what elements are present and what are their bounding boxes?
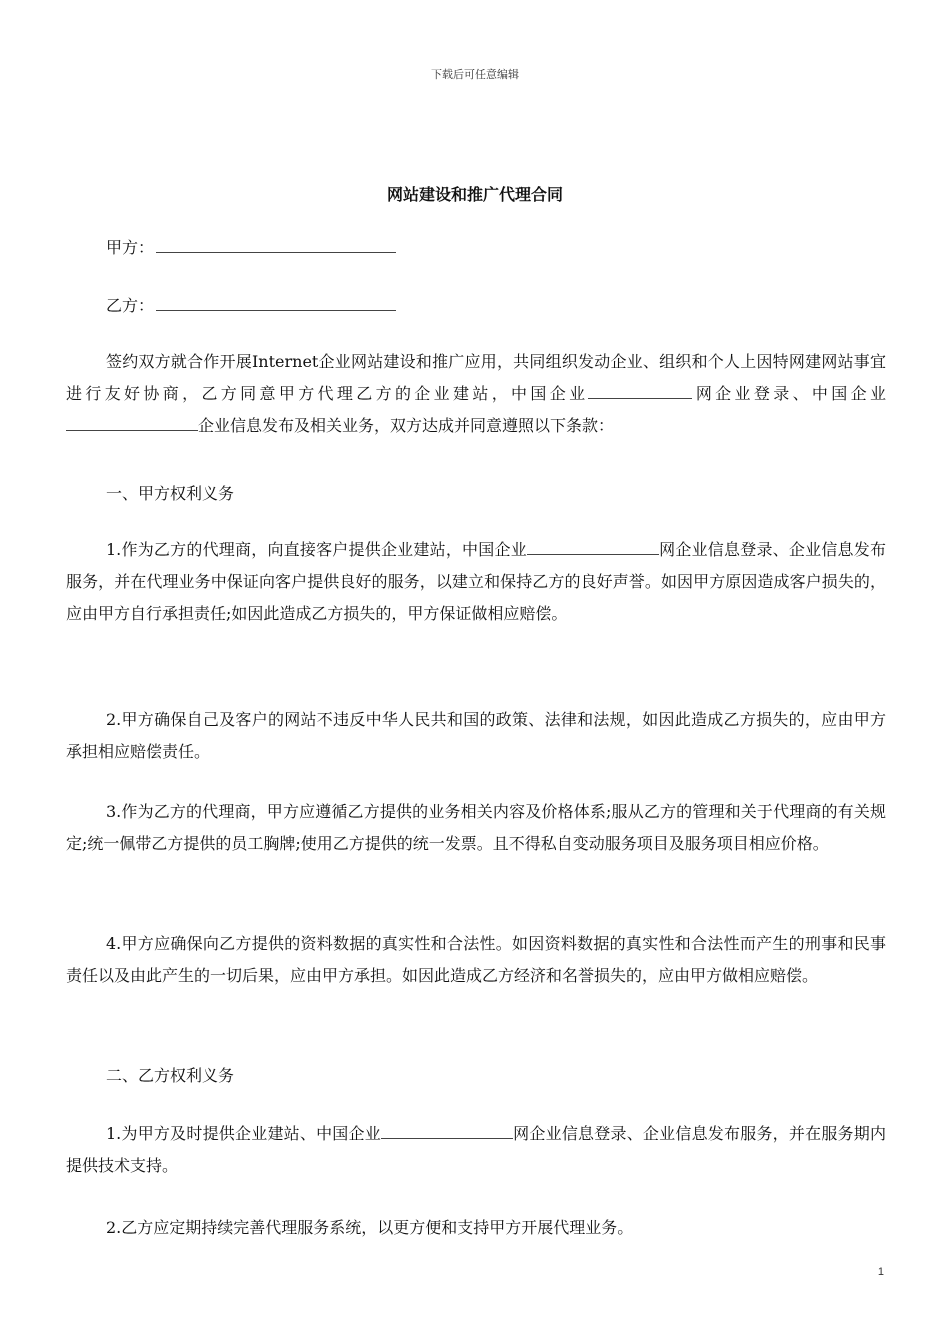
- section1-item1-blank: [527, 540, 659, 555]
- section1-item4: 4.甲方应确保向乙方提供的资料数据的真实性和合法性。如因资料数据的真实性和合法性而产生的刑事和民事责任以及由此产生的一切后果，应由甲方承担。如因此造成乙方经济和名誉损失的，应由甲方做相应赔偿。: [66, 934, 886, 985]
- document-title: 网站建设和推广代理合同: [386, 185, 563, 204]
- section1-item1-text-1: 1.作为乙方的代理商，向直接客户提供企业建站，中国企业: [106, 540, 527, 559]
- intro-text-1: 签约双方就合作开展Internet企业网站建设和推广应用，共同组织发动企业、组织和个人上因特网建网站事宜进行友好协商，乙方同意甲方代理乙方的企业建站，中国企业: [66, 352, 886, 403]
- section2-heading: 二、乙方权利义务: [106, 1066, 235, 1085]
- section2-item1-blank: [381, 1124, 513, 1139]
- party-a-blank: [156, 238, 396, 253]
- section1-item2: 2.甲方确保自己及客户的网站不违反中华人民共和国的政策、法律和法规，如因此造成乙方损失的，应由甲方承担相应赔偿责任。: [66, 710, 886, 761]
- party-b-blank: [156, 296, 396, 311]
- intro-paragraph: [66, 346, 886, 442]
- party-a-row: [106, 238, 396, 258]
- section1-heading: 一、甲方权利义务: [106, 484, 235, 503]
- party-b-row: [106, 296, 396, 316]
- page-number: 1: [877, 1266, 884, 1278]
- party-a-label: 甲方：: [106, 238, 155, 257]
- header-note: 下载后可任意编辑: [431, 68, 519, 81]
- party-b-label: 乙方：: [106, 296, 155, 315]
- section2-item2: 2.乙方应定期持续完善代理服务系统，以更方便和支持甲方开展代理业务。: [106, 1218, 634, 1237]
- section2-item1-text-2: 网企业信息登录、企业信息发布服务，并在服务期内提供技术支持。: [66, 1124, 886, 1175]
- intro-text-3: 企业信息发布及相关业务，双方达成并同意遵照以下条款：: [198, 416, 615, 435]
- intro-text-2: 网企业登录、中国企业: [692, 384, 886, 403]
- section1-item3: 3.作为乙方的代理商，甲方应遵循乙方提供的业务相关内容及价格体系;服从乙方的管理和关于代理商的有关规定;统一佩带乙方提供的员工胸牌;使用乙方提供的统一发票。且不得私自变动服务项目及服务项目相应价格。: [66, 802, 886, 853]
- section2-item1-text-1: 1.为甲方及时提供企业建站、中国企业: [106, 1124, 381, 1143]
- section1-item1: [66, 534, 886, 630]
- section1-item1-text-2: 网企业信息登录、企业信息发布服务，并在代理业务中保证向客户提供良好的服务，以建立和保持乙方的良好声誉。如因甲方原因造成客户损失的，应由甲方自行承担责任;如因此造成乙方损失的，甲方保证做相应赔偿。: [66, 540, 886, 623]
- intro-blank-2: [66, 416, 198, 431]
- section2-item1: [66, 1118, 886, 1182]
- intro-blank-1: [588, 384, 692, 399]
